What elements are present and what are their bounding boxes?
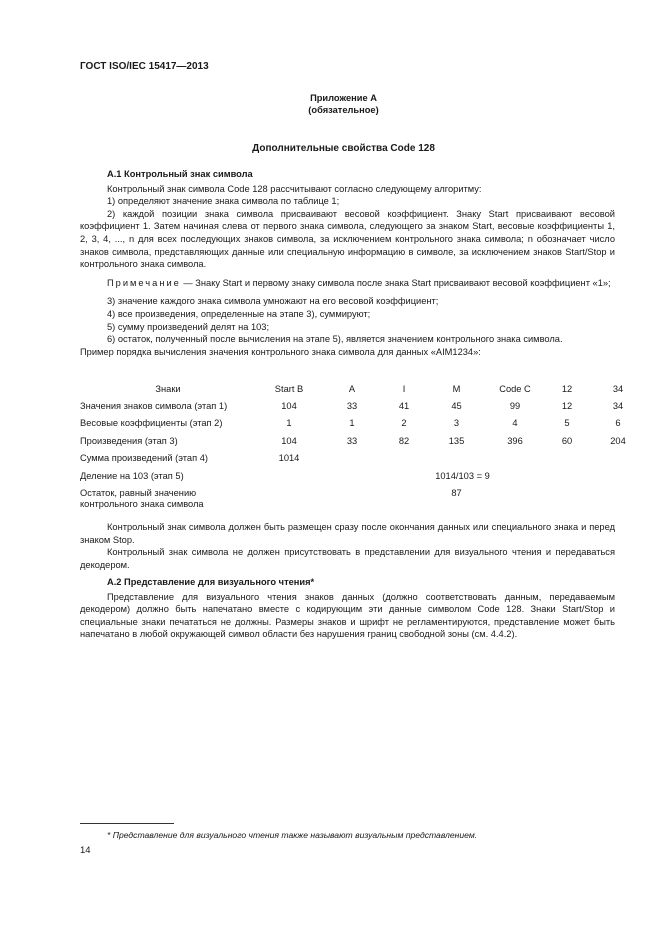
section-title: Дополнительные свойства Code 128 xyxy=(252,143,435,154)
table-cell: Деление на 103 (этап 5) xyxy=(80,470,184,481)
a1-intro: Контрольный знак символа Code 128 рассчитывают согласно следующему алгоритму: xyxy=(107,183,482,194)
table-cell: 45 xyxy=(451,400,462,411)
a1-step5: 5) сумму произведений делят на 103; xyxy=(107,321,270,332)
a1-step1: 1) определяют значение знака символа по таблице 1; xyxy=(107,196,340,207)
table-cell: Весовые коэффициенты (этап 2) xyxy=(80,418,223,428)
remainder-label-line2: контрольного знака символа xyxy=(80,499,204,509)
table-cell: 87 xyxy=(451,488,462,498)
table-cell: 5 xyxy=(564,418,570,428)
a1-step3: 3) значение каждого знака символа умножают на его весовой коэффициент; xyxy=(107,296,439,307)
table-cell: 1 xyxy=(349,418,355,428)
table-cell: 99 xyxy=(509,400,521,411)
table-cell: 6 xyxy=(615,418,621,428)
table-cell: 2 xyxy=(401,418,407,428)
table-cell: 135 xyxy=(448,435,465,446)
table-cell: 3 xyxy=(453,418,460,428)
appendix-status: (обязательное) xyxy=(308,105,379,115)
table-cell: 60 xyxy=(561,435,573,446)
a1-step2: 2) каждой позиции знака символа присваивают весовой коэффициент. Знаку Start присваивают весовой коэффициент 1. Затем начиная слева от первого знака символа, следующего за знаком Start, весовые коэффициенты 1, 2, 3, 4, ..., n для всех последующих знаков символа, за исключением контрольного знака символа; n обозначает число знаков символа, представляющих данные или специальную информацию в символе, за исключением знаков Start/Stop и контрольного знака символа. xyxy=(80,208,615,270)
table-cell: 204 xyxy=(610,435,626,446)
table-cell: 1014/103 = 9 xyxy=(435,470,490,481)
a1-step6: 6) остаток, полученный после вычисления на этапе 5), является значением контрольного знака символа. xyxy=(107,334,563,345)
table-header: Code C xyxy=(499,384,531,394)
table-cell: 4 xyxy=(512,418,518,428)
table-header: Start B xyxy=(274,384,304,394)
table-cell: 396 xyxy=(507,435,523,446)
table-cell: Сумма произведений (этап 4) xyxy=(80,453,208,463)
table-row xyxy=(80,401,645,419)
table-cell xyxy=(322,453,645,471)
table-header: 12 xyxy=(561,384,573,394)
table-cell: 41 xyxy=(398,400,410,411)
after-p1: Контрольный знак символа должен быть размещен сразу после окончания данных или специального знака и перед знаком Stop. xyxy=(80,522,615,545)
footnote: * Представление для визуального чтения также называют визуальным представлением. xyxy=(107,830,478,840)
table-row xyxy=(80,488,645,514)
table-cell xyxy=(80,488,256,514)
section-a1 xyxy=(80,168,615,358)
table-cell: 1 xyxy=(286,418,292,428)
table-header-row xyxy=(80,383,645,401)
table-row xyxy=(80,453,645,471)
table-cell: 12 xyxy=(561,400,573,411)
table-cell: 104 xyxy=(281,435,297,446)
note-text: — Знаку Start и первому знаку символа после знака Start присваивают весовой коэффициент «1»; xyxy=(180,277,611,288)
a2-heading: А.2 Представление для визуального чтения* xyxy=(107,577,315,587)
table-cell: 34 xyxy=(612,400,624,411)
a2-text: Представление для визуального чтения знаков данных (должно соответствовать данным, передаваемым декодером) должно быть напечатано вместе с кодирующим эти данные символом Code 128. Знаки Start/Stop и специальные знаки печататься не должны. Размеры знаков и шрифт не регламентируются, представление может быть напечатано в любой окружающей символ области без нарушения границ свободной зоны (см. 4.4.2). xyxy=(80,591,615,640)
table-cell: 1014 xyxy=(278,453,300,463)
after-table-text xyxy=(80,521,615,571)
check-calculation-table xyxy=(80,383,645,514)
table-cell: Произведения (этап 3) xyxy=(80,435,178,446)
table-header: M xyxy=(452,384,461,394)
a1-note xyxy=(80,277,615,290)
page-number: 14 xyxy=(80,845,91,856)
table-cell xyxy=(543,471,645,489)
table-header: 34 xyxy=(612,384,624,394)
a1-step4: 4) все произведения, определенные на этапе 3), суммируют; xyxy=(107,308,371,319)
table-cell: 104 xyxy=(281,400,297,411)
table-cell: 33 xyxy=(346,435,358,446)
table-cell xyxy=(256,488,426,514)
a1-heading: А.1 Контрольный знак символа xyxy=(107,169,253,179)
after-p2: Контрольный знак символа не должен присутствовать в представлении для визуального чтения и передаваться декодером. xyxy=(80,547,615,570)
table-header: I xyxy=(402,384,406,394)
table-header: Знаки xyxy=(155,384,181,394)
table-header: A xyxy=(348,384,356,394)
table-cell xyxy=(256,471,382,489)
table-cell xyxy=(487,488,645,514)
document-header: ГОСТ ISO/IEC 15417—2013 xyxy=(80,61,209,72)
a1-example: Пример порядка вычисления значения контрольного знака символа для данных «AIM1234»: xyxy=(80,346,481,357)
table-row xyxy=(80,418,645,436)
table-row xyxy=(80,436,645,454)
footnote-divider xyxy=(80,823,174,824)
appendix-title: Приложение А xyxy=(310,93,377,103)
remainder-label-line1: Остаток, равный значению xyxy=(80,488,197,498)
table-cell: 33 xyxy=(346,400,358,411)
note-label: Примечание xyxy=(107,277,181,288)
section-a2 xyxy=(80,576,615,641)
table-row xyxy=(80,471,645,489)
table-cell: 82 xyxy=(398,435,410,446)
table-cell: Значения знаков символа (этап 1) xyxy=(80,400,228,411)
